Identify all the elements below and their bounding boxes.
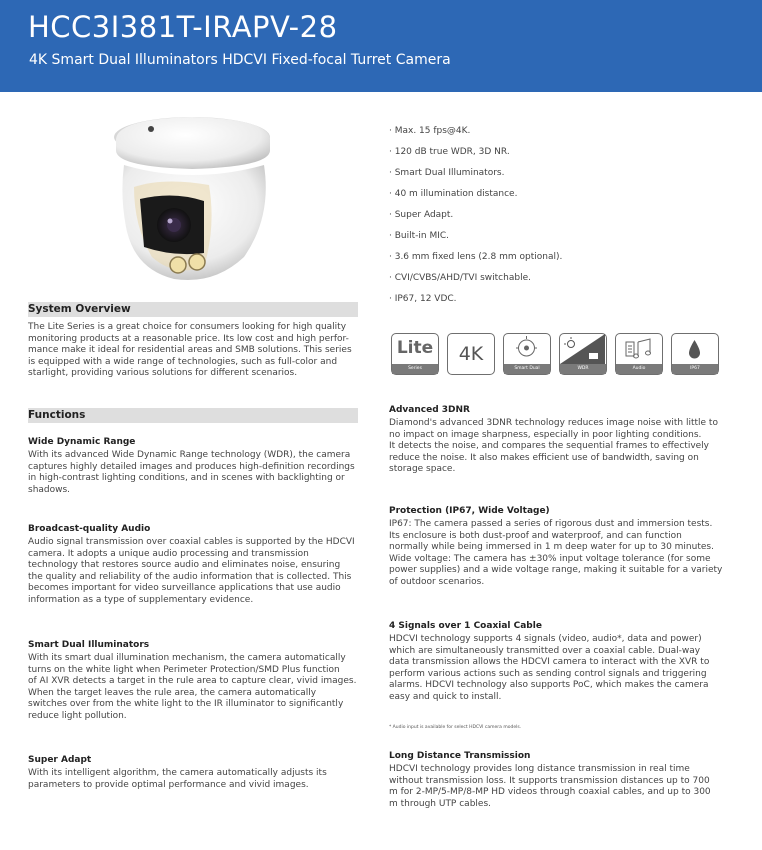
functions-heading: Functions — [28, 408, 358, 423]
lite-series-icon — [391, 333, 439, 375]
bullet-item: · CVI/CVBS/AHD/TVI switchable. — [389, 273, 531, 283]
smart-dual-label: Smart Dual Illuminators — [504, 364, 550, 374]
camera-product-image — [104, 107, 276, 285]
text-line: With its intelligent algorithm, the camera automatically adjusts its — [28, 768, 327, 778]
music-note-icon — [616, 334, 661, 364]
protection-section-title: Protection (IP67, Wide Voltage) — [389, 506, 550, 516]
text-line: perform various actions such as sending control signals and triggering — [389, 668, 707, 679]
bullet-item: · Super Adapt. — [389, 210, 454, 220]
text-line: camera. It adopts a unique audio processing and transmission — [28, 548, 309, 559]
text-line: Its enclosure is both dust-proof and waterproof, and can function — [389, 530, 682, 541]
text-line: easy and quick to install. — [389, 691, 502, 702]
text-line: is equipped with a wide range of technologies, such as full-color and — [28, 356, 338, 367]
text-line: of outdoor scenarios. — [389, 576, 485, 587]
wdr-icon — [559, 333, 607, 375]
smart-dual-illuminators-icon — [503, 333, 551, 381]
text-line: storage space. — [389, 464, 456, 475]
ip67-label: IP67 — [672, 364, 718, 374]
dual-illuminators-section-title: Smart Dual Illuminators — [28, 640, 150, 650]
coaxial-section-text — [389, 634, 709, 704]
text-line: information as a type of supplementary evidence. — [28, 594, 254, 605]
text-line: mance make it ideal for residential areas and SMB solutions. This series — [28, 345, 352, 356]
wdr-label: WDR — [560, 364, 606, 374]
text-line: With its smart dual illumination mechanism, the camera automatically — [28, 653, 346, 663]
bullet-item: · Built-in MIC. — [389, 231, 450, 241]
text-line: switches over from the white light to the IR illuminator to significantly — [28, 699, 344, 710]
ip67-icon — [671, 333, 719, 375]
text-line: starlight, providing various solutions for different scenarios. — [28, 368, 298, 379]
text-line: monitoring products at a reasonable price. Its low cost and high perfor- — [28, 333, 349, 344]
text-line: in high-contrast lighting conditions, and in scenes with backlighting or — [28, 473, 345, 484]
dual-illuminators-section-text — [28, 653, 356, 723]
text-line: no impact on image sharpness, especially in poor lighting conditions. — [389, 429, 702, 440]
bullet-item: · 120 dB true WDR, 3D NR. — [389, 147, 510, 157]
text-line: alarms. HDCVI technology also supports PoC, which makes the camera — [389, 680, 709, 691]
lite-series-label: Series — [392, 364, 438, 374]
text-line: Audio signal transmission over coaxial cables is supported by the HDCVI — [28, 537, 355, 547]
system-overview-text — [28, 322, 368, 380]
bullet-item: · IP67, 12 VDC. — [389, 294, 457, 304]
super-adapt-section-title: Super Adapt — [28, 755, 92, 765]
feature-icons-row — [391, 333, 719, 381]
text-line: without transmission loss. It supports transmission distances up to 700 — [389, 775, 710, 786]
text-line: captures highly detailed images and produces high-definition recordings — [28, 461, 355, 472]
text-line: the quality and reliability of the audio information that is collected. This — [28, 571, 352, 582]
bullet-item: · Smart Dual Illuminators. — [389, 168, 505, 178]
bullet-item: · 40 m illumination distance. — [389, 189, 518, 199]
text-line: technology that restores source audio and eliminates noise, ensuring — [28, 560, 341, 571]
system-overview-heading: System Overview — [28, 302, 358, 317]
text-line: m through UTP cables. — [389, 798, 491, 809]
wdr-glyph-icon — [560, 334, 605, 364]
audio-section-text — [28, 537, 355, 607]
text-line: HDCVI technology provides long distance transmission in real time — [389, 764, 690, 774]
text-line: of AI XVR detects a target in the rule area to capture clear, vivid images. — [28, 676, 357, 687]
text-line: m for 2-MP/5-MP/8-MP HD videos through coaxial cables, and up to 300 — [389, 787, 711, 798]
bullet-item: · 3.6 mm fixed lens (2.8 mm optional). — [389, 252, 563, 262]
audio-icon — [615, 333, 663, 375]
audio-footnote: * Audio input is available for select HDCVI camera models. — [389, 725, 522, 730]
feature-bullet-list — [389, 124, 562, 313]
long-distance-section-text — [389, 764, 711, 810]
product-subtitle: 4K Smart Dual Illuminators HDCVI Fixed-focal Turret Camera — [29, 52, 451, 68]
text-line: reduce the noise. It also makes efficient use of bandwidth, saving on — [389, 452, 699, 463]
protection-section-text — [389, 519, 722, 589]
text-line: Wide voltage: The camera has ±30% input voltage tolerance (for some — [389, 553, 711, 564]
text-line: normally while being immersed in 1 m deep water for up to 30 minutes. — [389, 542, 714, 553]
super-adapt-section-text — [28, 768, 327, 791]
text-line: which are simultaneously transmitted over a coaxial cable. Dual-way — [389, 645, 701, 656]
text-line: parameters to provide optimal performance and vivid images. — [28, 779, 309, 790]
text-line: HDCVI technology supports 4 signals (video, audio*, data and power) — [389, 634, 702, 644]
bullet-item: · Max. 15 fps@4K. — [389, 126, 471, 136]
text-line: It detects the noise, and compares the sequential frames to effectively — [389, 441, 710, 452]
wdr-section-text — [28, 450, 355, 496]
3dnr-section-text — [389, 418, 718, 476]
text-line: data transmission allows the HDCVI camera to interact with the XVR to — [389, 657, 710, 668]
audio-section-title: Broadcast-quality Audio — [28, 524, 151, 534]
text-line: shadows. — [28, 484, 71, 495]
text-line: turns on the white light when Perimeter Protection/SMD Plus function — [28, 664, 340, 675]
coaxial-section-title: 4 Signals over 1 Coaxial Cable — [389, 621, 542, 631]
text-line: power supplies) and a wide voltage range, making it suitable for a variety — [389, 565, 723, 576]
text-line: With its advanced Wide Dynamic Range technology (WDR), the camera — [28, 450, 351, 460]
illuminator-glyph-icon — [504, 334, 549, 364]
text-line: When the target leaves the rule area, the camera automatically — [28, 687, 317, 698]
long-distance-section-title: Long Distance Transmission — [389, 751, 531, 761]
text-line: becomes important for video surveillance applications that use audio — [28, 583, 341, 594]
3dnr-section-title: Advanced 3DNR — [389, 405, 470, 415]
water-drop-icon — [672, 334, 717, 364]
text-line: IP67: The camera passed a series of rigorous dust and immersion tests. — [389, 519, 713, 529]
text-line: Diamond's advanced 3DNR technology reduces image noise with little to — [389, 418, 718, 428]
lite-series-text: Lite — [396, 338, 434, 358]
wdr-section-title: Wide Dynamic Range — [28, 437, 136, 447]
4k-icon: 4K — [447, 333, 495, 375]
product-model-title: HCC3I381T-IRAPV-28 — [28, 10, 338, 44]
text-line: The Lite Series is a great choice for consumers looking for high quality — [28, 322, 347, 332]
text-line: reduce light pollution. — [28, 710, 127, 721]
audio-label: Audio — [616, 364, 662, 374]
header-banner — [0, 0, 762, 92]
